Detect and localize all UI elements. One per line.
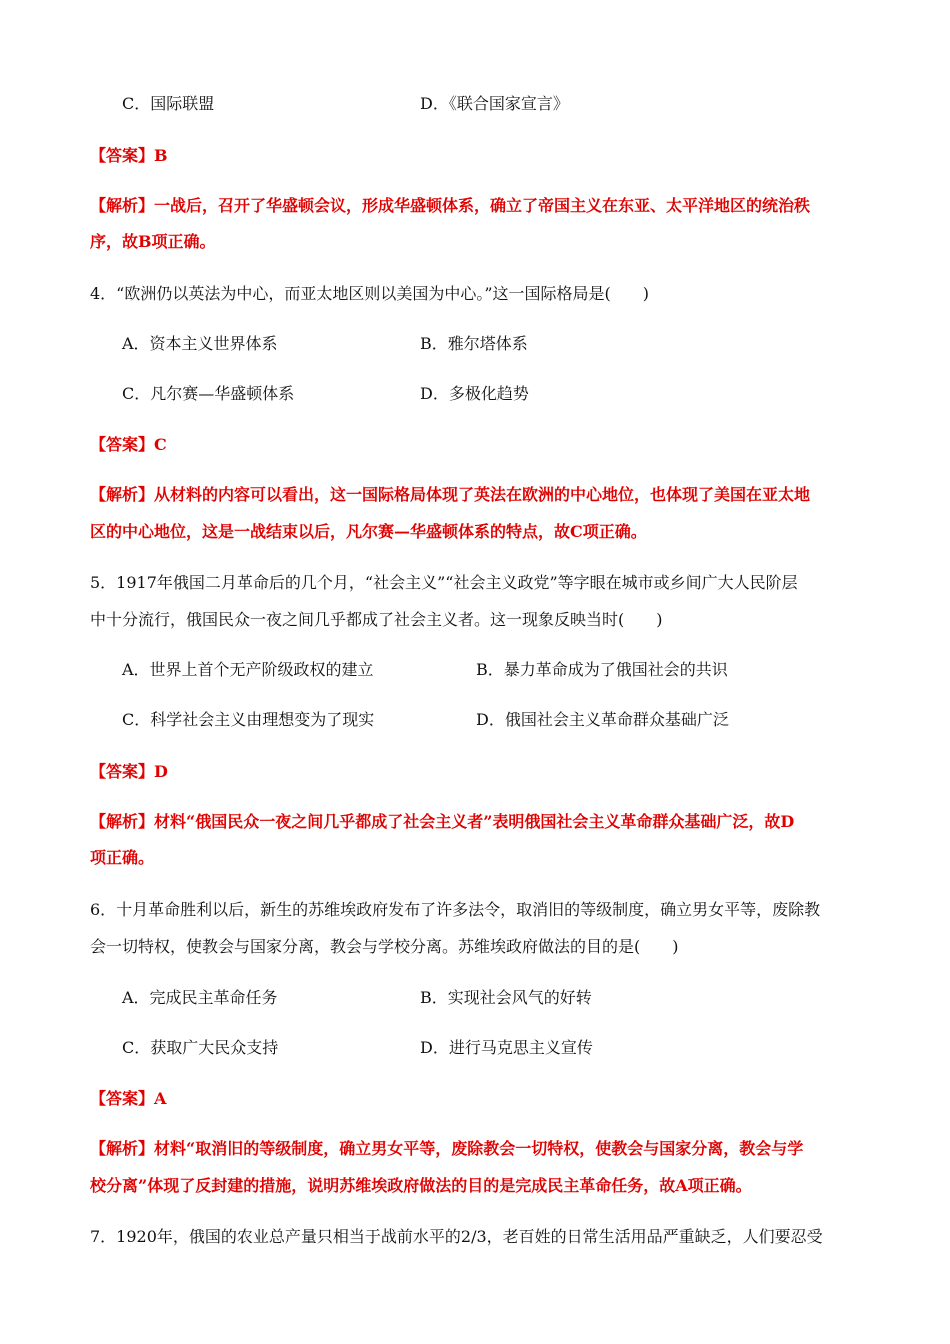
answer-label: 【答案】 [90, 1089, 155, 1108]
answer-value: C [154, 435, 167, 454]
q5-option-c: C．科学社会主义由理想变为了现实 [122, 710, 375, 729]
q4-option-b: B．雅尔塔体系 [420, 334, 528, 353]
q6-option-a: A．完成民主革命任务 [122, 988, 278, 1007]
q6-stem-line-1: 6．十月革命胜利以后，新生的苏维埃政府发布了许多法令，取消旧的等级制度，确立男女平等，废除教 [90, 900, 821, 919]
q3-answer [90, 146, 168, 166]
answer-value: D [154, 762, 168, 781]
analysis-label: 【解析】 [90, 812, 155, 831]
q5-stem-line-1: 5．1917年俄国二月革命后的几个月，“社会主义”“社会主义政党”等字眼在城市或乡间广大人民阶层 [90, 573, 798, 592]
q5-analysis-line-1 [90, 812, 794, 832]
analysis-text: 从材料的内容可以看出，这一国际格局体现了英法在欧洲的中心地位，也体现了美国在亚太地 [154, 485, 811, 504]
q7-stem-line-1: 7．1920年，俄国的农业总产量只相当于战前水平的2/3，老百姓的日常生活用品严重缺乏，人们要忍受 [90, 1227, 823, 1246]
q4-stem: 4．“欧洲仍以英法为中心，而亚太地区则以美国为中心。”这一国际格局是( ) [90, 284, 650, 303]
analysis-text: 材料“俄国民众一夜之间几乎都成了社会主义者”表明俄国社会主义革命群众基础广泛，故D [154, 812, 795, 831]
analysis-label: 【解析】 [90, 196, 155, 215]
q5-analysis-line-2: 项正确。 [90, 848, 155, 867]
q6-option-b: B．实现社会风气的好转 [420, 988, 592, 1007]
q6-analysis-line-1 [90, 1139, 803, 1159]
q5-option-a: A．世界上首个无产阶级政权的建立 [122, 660, 374, 679]
q3-option-c: C．国际联盟 [122, 94, 215, 113]
q4-option-c: C．凡尔赛—华盛顿体系 [122, 384, 295, 403]
q4-option-a: A．资本主义世界体系 [122, 334, 278, 353]
q6-option-c: C．获取广大民众支持 [122, 1038, 279, 1057]
q5-option-b: B．暴力革命成为了俄国社会的共识 [476, 660, 728, 679]
q6-stem-line-2: 会一切特权，使教会与国家分离，教会与学校分离。苏维埃政府做法的目的是( ) [90, 937, 679, 956]
q4-analysis-line-2: 区的中心地位，这是一战结束以后，凡尔赛—华盛顿体系的特点，故C项正确。 [90, 522, 647, 541]
q5-answer [90, 762, 168, 782]
q3-analysis-line-1 [90, 196, 810, 216]
q5-option-d: D．俄国社会主义革命群众基础广泛 [476, 710, 729, 729]
q6-option-d: D．进行马克思主义宣传 [420, 1038, 593, 1057]
answer-value: A [154, 1089, 167, 1108]
answer-label: 【答案】 [90, 435, 155, 454]
q4-answer [90, 435, 167, 455]
q3-analysis-line-2: 序，故B项正确。 [90, 232, 216, 251]
q3-option-d: D．《联合国家宣言》 [420, 94, 569, 113]
q4-option-d: D．多极化趋势 [420, 384, 529, 403]
answer-label: 【答案】 [90, 762, 155, 781]
q5-stem-line-2: 中十分流行，俄国民众一夜之间几乎都成了社会主义者。这一现象反映当时( ) [90, 610, 663, 629]
q6-answer [90, 1089, 166, 1109]
analysis-label: 【解析】 [90, 485, 155, 504]
q6-analysis-line-2: 校分离”体现了反封建的措施，说明苏维埃政府做法的目的是完成民主革命任务，故A项正确。 [90, 1176, 752, 1195]
analysis-label: 【解析】 [90, 1139, 155, 1158]
analysis-text: 一战后，召开了华盛顿会议，形成华盛顿体系，确立了帝国主义在东亚、太平洋地区的统治秩 [154, 196, 811, 215]
q4-analysis-line-1 [90, 485, 810, 505]
answer-value: B [154, 146, 168, 165]
analysis-text: 材料“取消旧的等级制度，确立男女平等，废除教会一切特权，使教会与国家分离，教会与学 [154, 1139, 804, 1158]
answer-label: 【答案】 [90, 146, 155, 165]
